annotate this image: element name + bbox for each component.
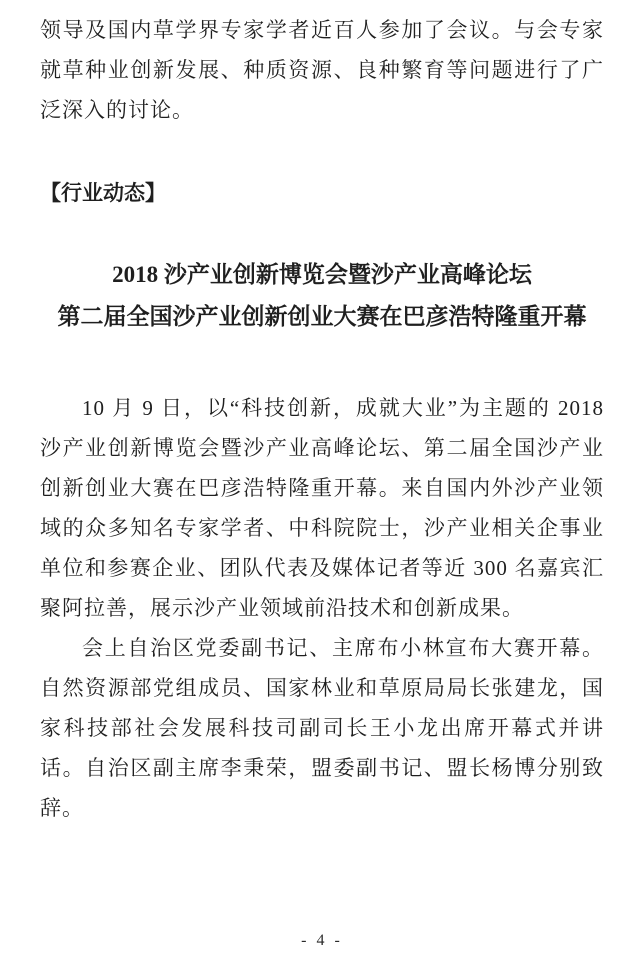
page-number: - 4 -: [301, 932, 343, 949]
article-title: [40, 254, 604, 338]
body-paragraph-1: 10 月 9 日，以“科技创新，成就大业”为主题的 2018 沙产业创新博览会暨沙产业高峰论坛、第二届全国沙产业创新创业大赛在巴彦浩特隆重开幕。来自国内外沙产业领域的众多知名专家学者、中科院院士，沙产业相关企事业单位和参赛企业、团队代表及媒体记者等近 300 名嘉宾汇聚阿拉善，展示沙产业领域前沿技术和创新成果。: [40, 396, 604, 620]
body-paragraph-2: 会上自治区党委副书记、主席布小林宣布大赛开幕。自然资源部党组成员、国家林业和草原局局长张建龙，国家科技部社会发展科技司副司长王小龙出席开幕式并讲话。自治区副主席李秉荣，盟委副书记、盟长杨博分别致辞。: [40, 636, 604, 820]
section-label: 【行业动态】: [40, 182, 166, 205]
intro-paragraph: 领导及国内草学界专家学者近百人参加了会议。与会专家就草种业创新发展、种质资源、良种繁育等问题进行了广泛深入的讨论。: [40, 18, 604, 122]
article-title-line-2: 第二届全国沙产业创新创业大赛在巴彦浩特隆重开幕: [57, 304, 587, 329]
article-title-line-1: 2018 沙产业创新博览会暨沙产业高峰论坛: [112, 262, 532, 287]
